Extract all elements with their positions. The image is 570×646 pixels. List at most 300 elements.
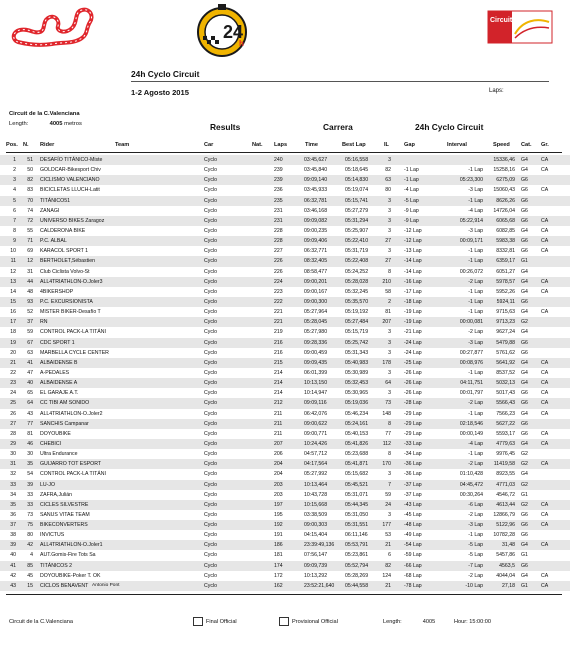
cell-interval: -5 Lap xyxy=(468,542,483,549)
cell-laps: 221 xyxy=(274,319,283,326)
cell-speed: 6275,09 xyxy=(496,177,515,184)
cell-car: Cyclo xyxy=(204,481,217,488)
cell-il: 82 xyxy=(385,562,391,569)
cell-il: 3 xyxy=(388,207,391,214)
cell-best-lap: 05:30,989 xyxy=(345,369,369,376)
cell-best-lap: 05:35,570 xyxy=(345,298,369,305)
cell-il: 3 xyxy=(388,471,391,478)
cell-cat: G4 xyxy=(521,278,528,285)
cell-cat: G4 xyxy=(521,359,528,366)
cell-cat: G6 xyxy=(521,349,528,356)
cell-gap: -45 Lap xyxy=(404,511,422,518)
cell-il: 3 xyxy=(388,511,391,518)
table-row xyxy=(0,540,570,550)
cell-time: 06:32,771 xyxy=(304,248,328,255)
cell-cat: G6 xyxy=(521,339,528,346)
cell-group: CA xyxy=(541,369,549,376)
cell-speed: 15336,46 xyxy=(493,157,515,163)
cell-il: 80 xyxy=(385,187,391,194)
cell-best-lap: 05:31,071 xyxy=(345,491,369,498)
table-row xyxy=(0,155,570,165)
cell-time: 05:28,045 xyxy=(304,319,328,326)
cell-interval: 01:10,428 xyxy=(459,471,483,478)
cell-car: Cyclo xyxy=(204,207,217,214)
cell-group: CA xyxy=(541,288,549,295)
cell-cat: G6 xyxy=(521,390,528,397)
cell-car: Cyclo xyxy=(204,248,217,255)
cell-group: CA xyxy=(541,359,549,366)
cell-speed: 5032,13 xyxy=(496,380,515,387)
cell-interval: 05:23,300 xyxy=(459,177,483,184)
cell-time: 10:13,464 xyxy=(304,481,328,488)
cell-gap: -36 Lap xyxy=(404,461,422,468)
cell-best-lap: 05:19,192 xyxy=(345,309,369,316)
cell-pos: 38 xyxy=(10,532,16,539)
cell-group: CA xyxy=(541,410,549,417)
cell-laps: 239 xyxy=(274,167,283,174)
cell-speed: 4563,5 xyxy=(499,562,515,569)
cell-best-lap: 05:28,028 xyxy=(345,278,369,285)
cell-cat: G2 xyxy=(521,501,528,508)
cell-best-lap: 05:18,645 xyxy=(345,167,369,174)
cell-cat: G2 xyxy=(521,481,528,488)
cell-cat: G6 xyxy=(521,238,528,245)
length-value: 4005 xyxy=(49,121,63,127)
cell-laps: 211 xyxy=(274,410,283,417)
cell-il: 2 xyxy=(388,298,391,305)
cell-cat: G4 xyxy=(521,542,528,549)
cell-pos: 37 xyxy=(10,522,16,529)
cell-time: 03:38,509 xyxy=(304,511,328,518)
cell-il: 8 xyxy=(388,451,391,458)
cell-number: 82 xyxy=(27,177,33,184)
col-header-nat: Nat. xyxy=(252,142,263,148)
cell-rider: CICLISMO VALENCIANO xyxy=(40,177,100,184)
table-row xyxy=(0,317,570,327)
cell-interval: 00:27,877 xyxy=(459,349,483,356)
cell-laps: 192 xyxy=(274,522,283,529)
cell-rider: TITÁNICOS 2 xyxy=(40,562,72,569)
cell-time: 10:43,728 xyxy=(304,491,328,498)
cell-speed: 9715,63 xyxy=(496,309,515,316)
cell-rider: MISTER BIKER-Desafío T xyxy=(40,309,101,316)
cell-car: Cyclo xyxy=(204,187,217,194)
cell-pos: 14 xyxy=(10,288,16,295)
table-row xyxy=(0,287,570,297)
cell-gap: -26 Lap xyxy=(404,380,422,387)
cell-laps: 219 xyxy=(274,329,283,336)
cell-car: Cyclo xyxy=(204,522,217,529)
cell-time: 09:00,771 xyxy=(304,430,328,437)
cell-pos: 18 xyxy=(10,329,16,336)
cell-speed: 31,48 xyxy=(502,542,515,549)
cell-time: 09:09,406 xyxy=(304,238,328,245)
cell-number: 50 xyxy=(27,167,33,174)
cell-car: Cyclo xyxy=(204,400,217,407)
table-row xyxy=(0,358,570,368)
cell-speed: 5952,26 xyxy=(496,288,515,295)
cell-pos: 26 xyxy=(10,410,16,417)
col-header-car: Car xyxy=(204,142,214,148)
cell-number: 59 xyxy=(27,329,33,336)
cell-cat: G6 xyxy=(521,511,528,518)
cell-rider: CDC SPORT 1 xyxy=(40,339,75,346)
cell-car: Cyclo xyxy=(204,157,217,163)
cell-time: 03:45,627 xyxy=(304,157,328,163)
cell-il: 58 xyxy=(385,288,391,295)
cell-number: 54 xyxy=(27,471,33,478)
footer-length-value: 4005 xyxy=(422,619,436,625)
cell-laps: 181 xyxy=(274,552,283,559)
cell-speed: 4771,03 xyxy=(496,481,515,488)
col-header-team: Team xyxy=(115,142,130,148)
cell-time: 05:27,980 xyxy=(304,329,328,336)
cell-number: 70 xyxy=(27,197,33,204)
cell-time: 09:09,140 xyxy=(304,177,328,184)
cell-gap: -78 Lap xyxy=(404,582,422,589)
cell-time: 08:32,405 xyxy=(304,258,328,265)
cell-time: 10:13,292 xyxy=(304,572,328,579)
cell-best-lap: 05:32,453 xyxy=(345,380,369,387)
cell-group: CA xyxy=(541,522,549,529)
cell-pos: 40 xyxy=(10,552,16,559)
cell-group: CA xyxy=(541,238,549,245)
cell-speed: 15060,43 xyxy=(493,187,515,194)
24h-cyclo-circuit-logo xyxy=(193,2,251,60)
cell-rider: ALL4TRIATHLON-O.Joler1 xyxy=(40,542,103,549)
col-header-gap: Gap xyxy=(404,142,415,148)
cell-number: 4 xyxy=(30,552,33,559)
cell-pos: 24 xyxy=(10,390,16,397)
cell-gap: -29 Lap xyxy=(404,410,422,417)
cell-il: 82 xyxy=(385,167,391,174)
cell-car: Cyclo xyxy=(204,410,217,417)
cell-interval: 00:08,976 xyxy=(459,359,483,366)
cell-laps: 162 xyxy=(274,582,283,589)
cell-time: 04:17,564 xyxy=(304,461,328,468)
cell-number: 33 xyxy=(27,501,33,508)
cell-cat: G6 xyxy=(521,562,528,569)
cell-gap: -12 Lap xyxy=(404,227,422,234)
table-row xyxy=(0,185,570,195)
cell-interval: -3 Lap xyxy=(468,187,483,194)
cell-il: 59 xyxy=(385,491,391,498)
cell-best-lap: 05:19,036 xyxy=(345,400,369,407)
circuit-name: Circuit de la C.Valenciana xyxy=(9,111,80,117)
cell-cat: G4 xyxy=(521,471,528,478)
cell-laps: 212 xyxy=(274,400,283,407)
cell-car: Cyclo xyxy=(204,319,217,326)
table-row xyxy=(0,236,570,246)
cell-il: 27 xyxy=(385,238,391,245)
cell-rider: DOYOUBIKE-Poker T. OK xyxy=(40,572,101,579)
cell-car: Cyclo xyxy=(204,329,217,336)
cell-interval: -3 Lap xyxy=(468,522,483,529)
cell-car: Cyclo xyxy=(204,440,217,447)
cell-rider: BIKECONVERTERS xyxy=(40,522,88,529)
cell-best-lap: 05:24,252 xyxy=(345,268,369,275)
cell-il: 21 xyxy=(385,582,391,589)
cell-gap: -66 Lap xyxy=(404,562,422,569)
table-row xyxy=(0,338,570,348)
cell-number: 30 xyxy=(27,451,33,458)
cell-pos: 35 xyxy=(10,501,16,508)
cell-rider: P.C. ALBAL xyxy=(40,238,67,245)
cell-time: 10:15,668 xyxy=(304,501,328,508)
cell-time: 05:27,964 xyxy=(304,309,328,316)
cell-time: 08:58,477 xyxy=(304,268,328,275)
cell-rider: CHEBICI xyxy=(40,440,62,447)
cell-rider: CICLOS BENAVENT xyxy=(40,582,89,589)
cell-pos: 7 xyxy=(13,217,16,224)
cell-laps: 214 xyxy=(274,369,283,376)
cell-car: Cyclo xyxy=(204,258,217,265)
cell-il: 3 xyxy=(388,390,391,397)
cell-gap: -19 Lap xyxy=(404,309,422,316)
cell-laps: 239 xyxy=(274,177,283,184)
cell-time: 09:09,082 xyxy=(304,217,328,224)
cell-best-lap: 05:45,521 xyxy=(345,481,369,488)
cell-time: 04:57,712 xyxy=(304,451,328,458)
cell-best-lap: 05:44,345 xyxy=(345,501,369,508)
header-rule xyxy=(6,152,562,153)
cell-car: Cyclo xyxy=(204,288,217,295)
cell-cat: G6 xyxy=(521,187,528,194)
cell-il: 178 xyxy=(382,359,391,366)
cell-pos: 13 xyxy=(10,278,16,285)
cell-laps: 214 xyxy=(274,390,283,397)
cell-gap: -14 Lap xyxy=(404,258,422,265)
cell-gap: -28 Lap xyxy=(404,400,422,407)
cell-speed: 9627,24 xyxy=(496,329,515,336)
cell-interval: -1 Lap xyxy=(468,197,483,204)
cell-gap: -18 Lap xyxy=(404,298,422,305)
final-official-checkbox[interactable] xyxy=(193,617,203,626)
cell-gap: -14 Lap xyxy=(404,268,422,275)
cell-gap: -1 Lap xyxy=(404,177,419,184)
cell-number: 37 xyxy=(27,319,33,326)
cell-pos: 2 xyxy=(13,167,16,174)
cell-car: Cyclo xyxy=(204,511,217,518)
cell-rider: ALBAIDENSE B xyxy=(40,359,78,366)
cell-best-lap: 05:24,161 xyxy=(345,420,369,427)
cell-cat: G4 xyxy=(521,329,528,336)
cell-speed: 5641,92 xyxy=(496,359,515,366)
cell-group: CA xyxy=(541,390,549,397)
cell-speed: 4779,63 xyxy=(496,440,515,447)
cell-cat: G6 xyxy=(521,207,528,214)
cell-number: 12 xyxy=(27,258,33,265)
cell-speed: 12866,79 xyxy=(493,511,515,518)
cell-gap: -21 Lap xyxy=(404,329,422,336)
cell-car: Cyclo xyxy=(204,562,217,569)
cell-time: 09:09,739 xyxy=(304,562,328,569)
cell-group: CA xyxy=(541,217,549,224)
cell-cat: G4 xyxy=(521,288,528,295)
cell-rider: CC TIBI AM SONIDO xyxy=(40,400,90,407)
cell-gap: -24 Lap xyxy=(404,349,422,356)
cell-gap: -19 Lap xyxy=(404,319,422,326)
cell-pos: 10 xyxy=(10,248,16,255)
cell-group: CA xyxy=(541,187,549,194)
cell-il: 8 xyxy=(388,420,391,427)
cell-speed: 5983,38 xyxy=(496,238,515,245)
cell-pos: 31 xyxy=(10,461,16,468)
cell-rider: ALL4TRIATHLON-O.Joler2 xyxy=(40,410,103,417)
cell-speed: 9976,45 xyxy=(496,451,515,458)
cell-best-lap: 05:31,719 xyxy=(345,248,369,255)
cell-rider: SANUS VITAE TEAM xyxy=(40,511,90,518)
title-rule xyxy=(131,81,549,82)
cell-laps: 228 xyxy=(274,227,283,234)
table-row xyxy=(0,206,570,216)
cell-rider: GUIJARRO TOT ESPORT xyxy=(40,461,102,468)
cell-gap: -1 Lap xyxy=(404,167,419,174)
cell-interval: -1 Lap xyxy=(468,309,483,316)
cell-laps: 207 xyxy=(274,440,283,447)
cell-best-lap: 05:22,408 xyxy=(345,258,369,265)
cell-car: Cyclo xyxy=(204,349,217,356)
cell-time: 10:13,150 xyxy=(304,380,328,387)
cell-pos: 4 xyxy=(13,187,16,194)
cell-interval: -7 Lap xyxy=(468,562,483,569)
cell-laps: 226 xyxy=(274,258,283,265)
cell-laps: 228 xyxy=(274,238,283,245)
cell-car: Cyclo xyxy=(204,572,217,579)
cell-group: CA xyxy=(541,227,549,234)
cell-rider: 4BIKERSHOP xyxy=(40,288,74,295)
cell-number: 64 xyxy=(27,400,33,407)
cell-rider: Club Ciclista Volvo-St xyxy=(40,268,90,275)
cell-time: 09:00,201 xyxy=(304,278,328,285)
cell-laps: 186 xyxy=(274,542,283,549)
cell-speed: 4613,44 xyxy=(496,501,515,508)
cell-car: Cyclo xyxy=(204,582,217,589)
cell-number: 72 xyxy=(27,217,33,224)
cell-rider: KARACOL SPORT 1 xyxy=(40,248,89,255)
cell-speed: 4044,04 xyxy=(496,572,515,579)
cell-laps: 197 xyxy=(274,501,283,508)
cell-pos: 11 xyxy=(10,258,16,265)
cell-rider: SANCHIS Campanar xyxy=(40,420,89,427)
cell-gap: -34 Lap xyxy=(404,451,422,458)
cell-speed: 8923,55 xyxy=(496,471,515,478)
cell-interval: -1 Lap xyxy=(468,532,483,539)
cell-il: 8 xyxy=(388,268,391,275)
cell-car: Cyclo xyxy=(204,238,217,245)
table-row xyxy=(0,216,570,226)
cell-cat: G6 xyxy=(521,420,528,427)
cell-best-lap: 05:22,410 xyxy=(345,238,369,245)
cell-cat: G1 xyxy=(521,552,528,559)
cell-best-lap: 05:25,742 xyxy=(345,339,369,346)
table-row xyxy=(0,469,570,479)
cell-time: 05:27,992 xyxy=(304,471,328,478)
provisional-official-checkbox[interactable] xyxy=(279,617,289,626)
results-table-body xyxy=(0,155,570,591)
cell-il: 3 xyxy=(388,248,391,255)
cell-gap: -17 Lap xyxy=(404,288,422,295)
cell-car: Cyclo xyxy=(204,461,217,468)
cell-gap: -49 Lap xyxy=(404,532,422,539)
cell-gap: -16 Lap xyxy=(404,278,422,285)
cell-pos: 43 xyxy=(10,582,16,589)
cell-interval: -2 Lap xyxy=(468,400,483,407)
cell-best-lap: 05:31,050 xyxy=(345,511,369,518)
cell-team: Antonio Pont xyxy=(92,582,120,588)
cell-gap: -36 Lap xyxy=(404,471,422,478)
cell-interval: -1 Lap xyxy=(468,258,483,265)
cell-number: 73 xyxy=(27,511,33,518)
cell-group: CA xyxy=(541,248,549,255)
length-label: Length: xyxy=(9,121,29,127)
cell-laps: 206 xyxy=(274,451,283,458)
cell-pos: 16 xyxy=(10,309,16,316)
cell-interval: -2 Lap xyxy=(468,461,483,468)
cell-best-lap: 05:19,074 xyxy=(345,187,369,194)
col-header-speed: Speed xyxy=(493,142,510,148)
cell-rider: GOLDCAR-Bikesport Chiv xyxy=(40,167,101,174)
cell-group: CA xyxy=(541,511,549,518)
cell-cat: G6 xyxy=(521,177,528,184)
cell-interval: -2 Lap xyxy=(468,511,483,518)
table-row xyxy=(0,388,570,398)
cell-il: 177 xyxy=(382,522,391,529)
cell-laps: 227 xyxy=(274,248,283,255)
cell-laps: 221 xyxy=(274,309,283,316)
table-row xyxy=(0,429,570,439)
table-row xyxy=(0,297,570,307)
circuit-length xyxy=(9,121,82,127)
cell-speed: 8332,81 xyxy=(496,248,515,255)
cell-laps: 216 xyxy=(274,349,283,356)
table-row xyxy=(0,419,570,429)
cell-best-lap: 05:27,279 xyxy=(345,207,369,214)
cell-best-lap: 05:15,741 xyxy=(345,197,369,204)
cell-gap: -26 Lap xyxy=(404,390,422,397)
cell-il: 3 xyxy=(388,157,391,163)
cell-speed: 5122,96 xyxy=(496,522,515,529)
cell-pos: 33 xyxy=(10,481,16,488)
cell-rider: ZAFRA,Julián xyxy=(40,491,72,498)
footer-rule xyxy=(6,594,562,595)
cell-best-lap: 05:46,234 xyxy=(345,410,369,417)
cell-gap: -5 Lap xyxy=(404,197,419,204)
table-row xyxy=(0,439,570,449)
cell-rider: INVICTUS xyxy=(40,532,65,539)
cell-cat: G4 xyxy=(521,369,528,376)
cell-laps: 216 xyxy=(274,339,283,346)
cell-number: 46 xyxy=(27,440,33,447)
cell-pos: 41 xyxy=(10,562,16,569)
table-row xyxy=(0,327,570,337)
cell-speed: 5566,43 xyxy=(496,400,515,407)
cell-speed: 4546,72 xyxy=(496,491,515,498)
cell-number: 15 xyxy=(27,582,33,589)
cell-best-lap: 05:31,294 xyxy=(345,217,369,224)
cell-pos: 5 xyxy=(13,197,16,204)
cell-rider: DESAFÍO TITÁNICO-Miste xyxy=(40,157,103,163)
cell-best-lap: 05:52,794 xyxy=(345,562,369,569)
cell-il: 210 xyxy=(382,278,391,285)
cell-interval: -4 Lap xyxy=(468,207,483,214)
track-map-logo xyxy=(8,4,96,50)
cell-rider: ALBAIDENSE A xyxy=(40,380,78,387)
cell-laps: 204 xyxy=(274,471,283,478)
cell-interval: -1 Lap xyxy=(468,451,483,458)
cell-number: 55 xyxy=(27,227,33,234)
col-header-rider: Rider xyxy=(40,142,55,148)
